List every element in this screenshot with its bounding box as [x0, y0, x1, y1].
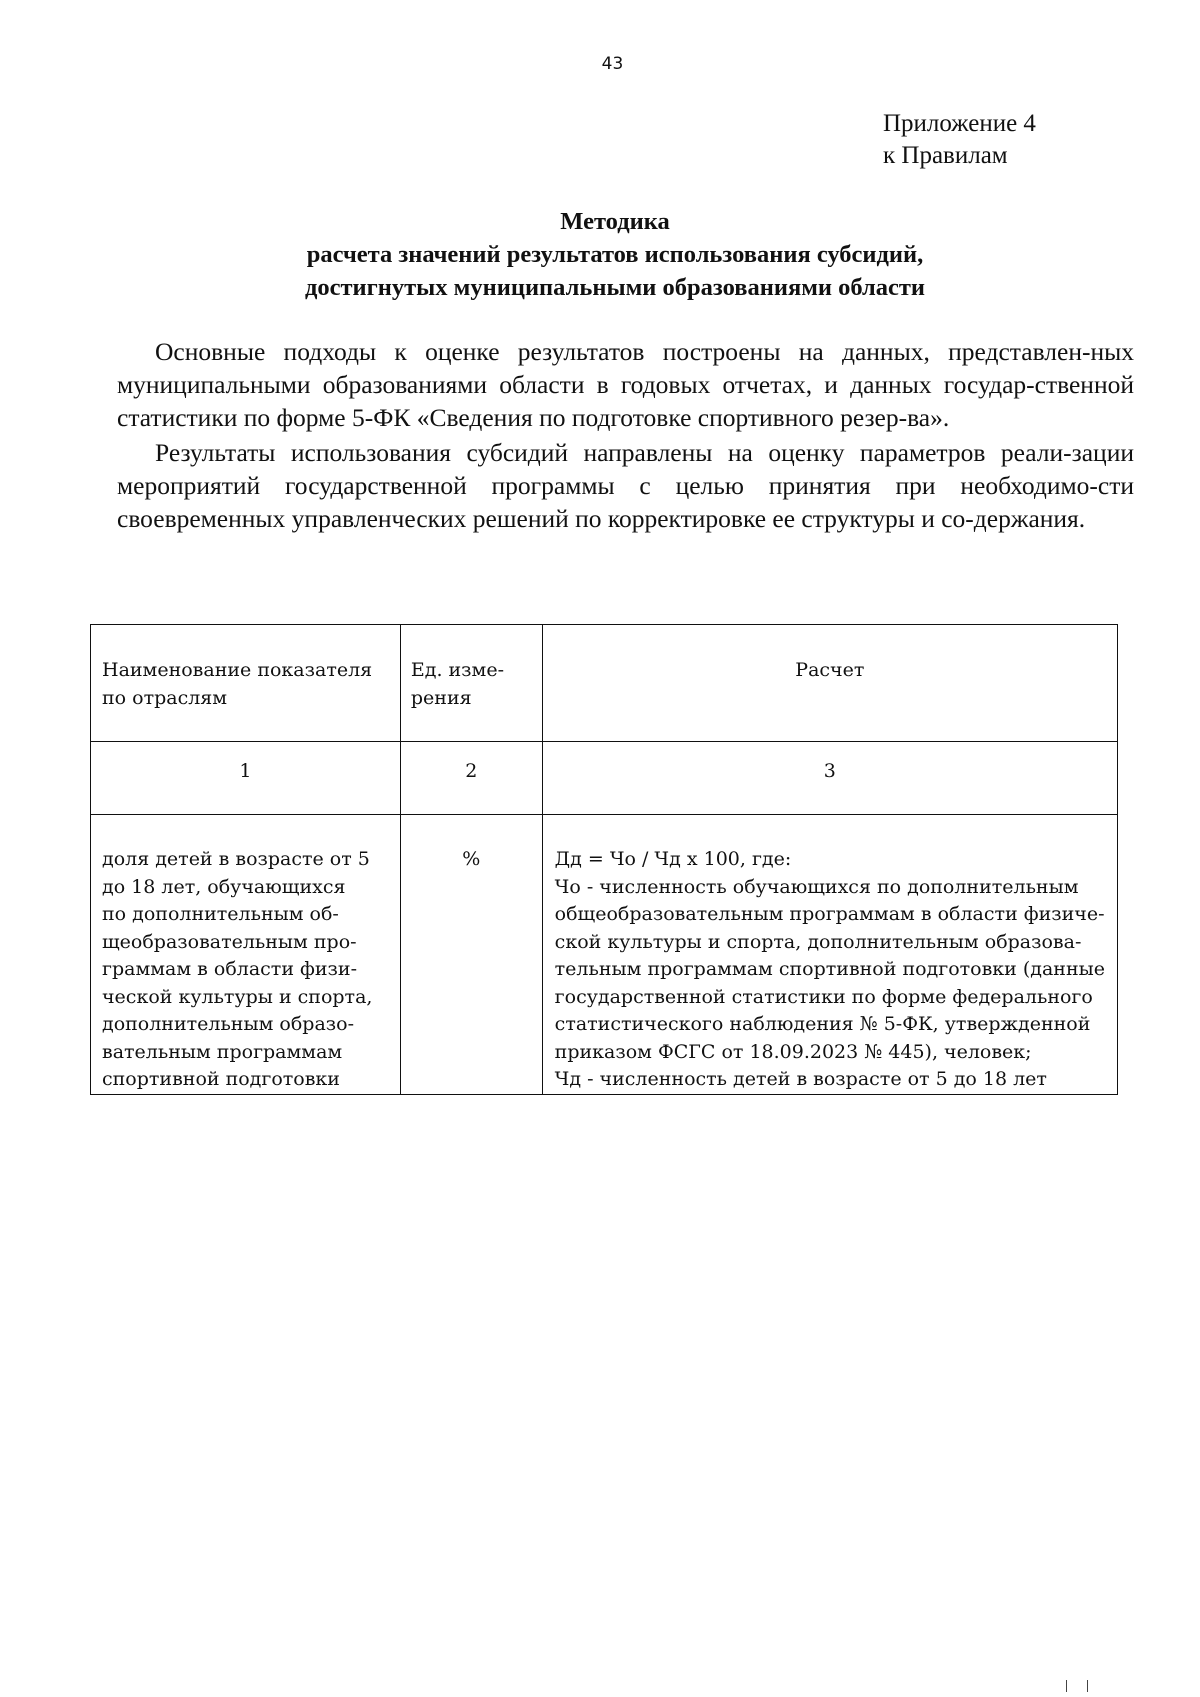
page-number: 43: [601, 54, 624, 74]
calculation-line: статистического наблюдения № 5-ФК, утвержденной: [554, 1013, 1091, 1035]
indicator-name-line: до 18 лет, обучающихся: [102, 875, 346, 898]
document-title: [150, 205, 1080, 304]
table-row: [91, 815, 1118, 1095]
column-number: 1: [91, 742, 401, 815]
header-unit: [400, 625, 542, 742]
unit-cell: %: [400, 815, 542, 1095]
appendix-label: [883, 108, 1036, 172]
table-column-numbers-row: [91, 742, 1118, 815]
calculation-cell: [542, 815, 1117, 1095]
header-indicator-name-line: по отраслям: [102, 686, 228, 709]
calculation-table: [90, 624, 1118, 1095]
header-indicator-name-line: Наименование показателя: [102, 659, 373, 681]
indicator-name-line: спортивной подготовки: [102, 1068, 340, 1090]
indicator-name-line: доля детей в возрасте от 5: [102, 848, 370, 870]
indicator-name-line: граммам в области физи-: [102, 958, 357, 980]
calculation-line: общеобразовательным программам в области физиче-: [554, 903, 1105, 925]
table-header-row: [91, 625, 1118, 742]
indicator-name-line: по дополнительным об-: [102, 903, 339, 925]
indicator-name-line: щеобразовательным про-: [102, 930, 357, 953]
header-indicator-name: [91, 625, 401, 742]
header-unit-line: Ед. изме-: [410, 659, 504, 681]
calculation-line: Чд - численность детей в возрасте от 5 до 18 лет: [554, 1068, 1047, 1090]
column-number: 3: [542, 742, 1117, 815]
calculation-line: Чо - численность обучающихся по дополнительным: [554, 875, 1079, 898]
title-line-3: достигнутых муниципальными образованиями области: [304, 274, 926, 301]
paragraph-1: Основные подходы к оценке результатов построены на данных, представлен-ных муниципальными образованиями области в годовых отчетах, и данных государ-ственной статистики по форме 5-ФК «Сведения по подготовке спортивного резер-ва».: [117, 337, 1134, 432]
indicator-name-line: ческой культуры и спорта,: [102, 985, 373, 1008]
header-calculation: Расчет: [542, 625, 1117, 742]
body-text: [117, 335, 1134, 535]
title-line-2: расчета значений результатов использования субсидий,: [306, 241, 924, 268]
paragraph-2: Результаты использования субсидий направлены на оценку параметров реали-зации мероприятий государственной программы с целью принятия при необходимо-сти своевременных управленческих решений по корректировке ее структуры и со-держания.: [117, 438, 1134, 533]
calculation-line: тельным программам спортивной подготовки (данные: [554, 958, 1105, 980]
calculation-line: государственной статистики по форме федерального: [554, 985, 1093, 1008]
indicator-name-line: вательным программам: [102, 1040, 343, 1063]
indicator-name-cell: [91, 815, 401, 1095]
calculation-line: Дд = Чо / Чд х 100, где:: [554, 848, 792, 870]
indicator-name-line: дополнительным образо-: [102, 1013, 355, 1035]
calculation-line: ской культуры и спорта, дополнительным образова-: [554, 930, 1082, 953]
header-unit-line: рения: [410, 686, 472, 709]
calculation-line: приказом ФСГС от 18.09.2023 № 445), человек;: [554, 1040, 1032, 1063]
appendix-line-1: Приложение 4: [883, 110, 1036, 137]
scan-edge-mark: [1066, 1680, 1088, 1692]
appendix-line-2: к Правилам: [883, 142, 1008, 169]
column-number: 2: [400, 742, 542, 815]
title-line-1: Методика: [560, 208, 670, 235]
